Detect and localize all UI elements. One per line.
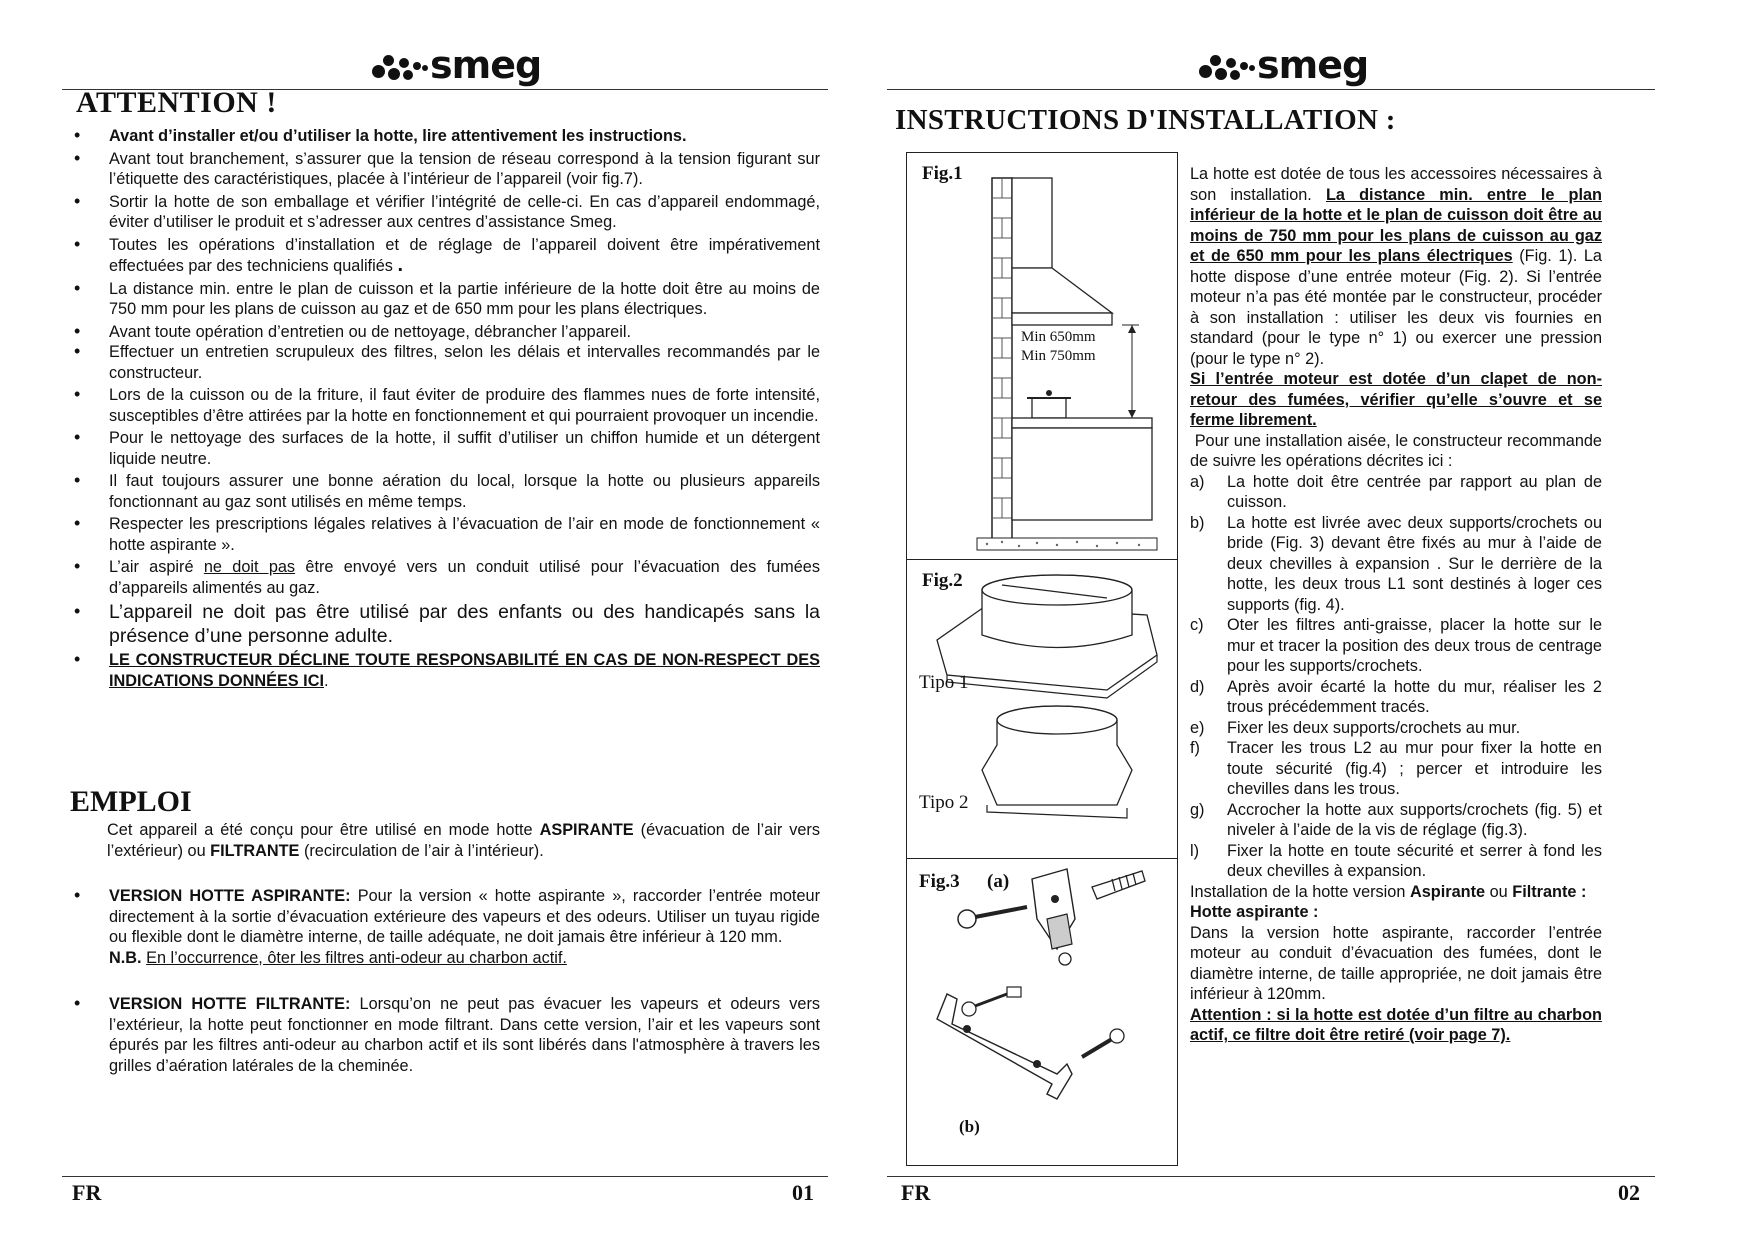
bullet-item: • Avant tout branchement, s’assurer que la tension de réseau correspond à la tension figurant sur l’étiquette des caractéristiques, placée à l’intérieur de l’appareil (voir fig.7). — [70, 149, 820, 190]
step-item: l) Fixer la hotte en toute sécurité et serrer à fond les deux chevilles à expansion. — [1190, 841, 1602, 880]
bullet-item: • LE CONSTRUCTEUR DÉCLINE TOUTE RESPONSABILITÉ EN CAS DE NON-RESPECT DES INDICATIONS DONNÉES ICI. — [70, 650, 820, 691]
emploi-intro: Cet appareil a été conçu pour être utilisé en mode hotte ASPIRANTE (évacuation de l’air vers l’extérieur) ou FILTRANTE (recirculation de l’air à l’intérieur). — [107, 821, 820, 860]
bullet-item: • Avant d’installer et/ou d’utiliser la hotte, lire attentivement les instructions. — [70, 126, 820, 147]
bullet-item: • Effectuer un entretien scrupuleux des filtres, selon les délais et intervalles recommandés par le constructeur. — [70, 342, 820, 383]
smeg-logo-word: smeg — [430, 43, 542, 87]
emploi-title: EMPLOI — [70, 785, 192, 818]
step-item: g) Accrocher la hotte aux supports/crochets (fig. 5) et niveler à l’aide de la vis de réglage (fig.3). — [1190, 800, 1602, 839]
clapet-warning: Si l’entrée moteur est dotée d’un clapet de non-retour des fumées, vérifier qu’elle s’ouvre et se ferme librement. — [1190, 370, 1602, 429]
bullet-item: • Sortir la hotte de son emballage et vérifier l’intégrité de celle-ci. En cas d’appareil endommagé, éviter d’utiliser le produit et s’adresser aux centres d’assistance Smeg. — [70, 192, 820, 233]
fig3-a-label: (a) — [987, 871, 1010, 892]
page-02 — [877, 0, 1755, 1242]
page-number: 02 — [1618, 1180, 1640, 1205]
smeg-logo-dots — [372, 49, 430, 81]
fig2-motor-inlet-diagram — [907, 560, 1177, 860]
attention-title: ATTENTION ! — [76, 86, 277, 119]
intro-paragraph: La hotte est dotée de tous les accessoires nécessaires à son installation. La distance min. entre le plan inférieur de la hotte et le plan de cuisson doit être au moins de 750 mm pour les plans de cuisson au gaz et de 650 mm pour les plans électriques (Fig. 1). La hotte dispose d’une entrée moteur (Fig. 2). Si l’entrée moteur n’a pas été montée par le constructeur, procéder à son installation : utiliser les deux vis fournies en standard (pour le type n° 1) ou exercer une pression (pour le type n° 2). — [1190, 165, 1602, 368]
tipo1-label: Tipo 1 — [919, 672, 969, 693]
easy-install-intro: Pour une installation aisée, le constructeur recommande de suivre les opérations décrites ici : — [1190, 431, 1607, 470]
bullet-item: • Toutes les opérations d’installation et de réglage de l’appareil doivent être impérativement effectuées par des techniciens qualifiés . — [70, 235, 820, 277]
installation-text — [1190, 164, 1607, 1046]
fig2-panel — [906, 559, 1178, 861]
step-item: e) Fixer les deux supports/crochets au mur. — [1190, 718, 1521, 737]
fig3-bracket-diagram — [907, 859, 1177, 1165]
safety-bullet-list — [70, 126, 820, 693]
header-rule — [887, 89, 1655, 90]
bullet-item: • L’appareil ne doit pas être utilisé par des enfants ou des handicapés sans la présence d’une personne adulte. — [70, 600, 820, 648]
bullet-item: • Lors de la cuisson ou de la friture, il faut éviter de produire des flammes nues de forte intensité, susceptibles d’être attirées par la hotte en fonctionnement et qui pourraient provoquer un incendie. — [70, 385, 820, 426]
step-item: f) Tracer les trous L2 au mur pour fixer la hotte en toute sécurité (fig.4) ; percer et introduire les chevilles dans les trous. — [1190, 739, 1602, 798]
fig2-label: Fig.2 — [922, 570, 963, 591]
smeg-logo — [1199, 43, 1369, 87]
smeg-logo-word: smeg — [1257, 43, 1369, 87]
bullet-item: • Respecter les prescriptions légales relatives à l’évacuation de l’air en mode de fonctionnement « hotte aspirante ». — [70, 514, 820, 555]
tipo2-label: Tipo 2 — [919, 792, 969, 813]
footer-lang: FR — [72, 1180, 102, 1205]
step-item: a) La hotte doit être centrée par rapport au plan de cuisson. — [1190, 472, 1602, 511]
installation-title: INSTRUCTIONS D'INSTALLATION : — [895, 104, 1396, 136]
fig1-min750: Min 750mm — [1021, 348, 1096, 364]
hotte-aspirante-title: Hotte aspirante : — [1190, 903, 1319, 921]
version-aspirante: • VERSION HOTTE ASPIRANTE: Pour la version « hotte aspirante », raccorder l’entrée moteur directement à la sortie d’évacuation extérieure des vapeurs et des odeurs. Utiliser un tuyau rigide ou flexible dont le diamètre interne, de taille adéquate, ne doit jamais être inférieur à 120 mm. N.B. En l’occurrence, ôter les filtres anti-odeur au charbon actif. — [70, 886, 820, 968]
page-01 — [0, 0, 877, 1242]
bullet-item: • Il faut toujours assurer une bonne aération du local, lorsque la hotte ou plusieurs appareils fonctionnant au gaz sont utilisés en même temps. — [70, 471, 820, 512]
smeg-logo-dots — [1199, 49, 1257, 81]
fig3-label: Fig.3 — [919, 871, 960, 892]
version-list — [70, 886, 820, 1078]
footer-lang: FR — [901, 1180, 931, 1205]
bullet-item: • L’air aspiré ne doit pas être envoyé vers un conduit utilisé pour l’évacuation des fumées d’appareils alimentés au gaz. — [70, 557, 820, 598]
step-item: b) La hotte est livrée avec deux supports/crochets ou bride (Fig. 3) devant être fixés au mur à l’aide de deux chevilles à expansion . Sur le derrière de la hotte, les deux trous L1 sont destinés à loger ces supports (fig. 4). — [1190, 513, 1602, 614]
bullet-item: • Avant toute opération d’entretien ou de nettoyage, débrancher l’appareil. — [70, 322, 820, 343]
fig1-panel — [906, 152, 1178, 562]
fig3-panel — [906, 858, 1178, 1166]
fig1-dimensions — [1021, 328, 1096, 366]
fig1-label: Fig.1 — [922, 163, 963, 184]
bullet-item: • La distance min. entre le plan de cuisson et la partie inférieure de la hotte doit être au moins de 750 mm pour les plans de cuisson au gaz et de 650 mm pour les plans électriques. — [70, 279, 820, 320]
step-item: c) Oter les filtres anti-graisse, placer la hotte sur le mur et tracer la position des deux trous de centrage pour les supports/crochets. — [1190, 616, 1602, 675]
hotte-aspirante-text: Dans la version hotte aspirante, raccorder l’entrée moteur au conduit d’évacuation des fumées, dont le diamètre interne, de taille appropriée, ne doit jamais être inférieur à 120mm. — [1190, 923, 1602, 1003]
step-item: d) Après avoir écarté la hotte du mur, réaliser les 2 trous précédemment tracés. — [1190, 677, 1602, 716]
bullet-item: • Pour le nettoyage des surfaces de la hotte, il suffit d’utiliser un chiffon humide et un détergent liquide neutre. — [70, 428, 820, 469]
footer-rule — [887, 1176, 1655, 1177]
page-number: 01 — [792, 1180, 814, 1205]
smeg-logo — [372, 43, 542, 87]
fig3-b-label: (b) — [959, 1117, 980, 1136]
install-version-line: Installation de la hotte version Aspirante ou Filtrante : — [1190, 882, 1587, 901]
footer-rule — [62, 1176, 828, 1177]
charcoal-filter-note: Attention : si la hotte est dotée d’un filtre au charbon actif, ce filtre doit être retiré (voir page 7). — [1190, 1005, 1602, 1044]
version-filtrante: • VERSION HOTTE FILTRANTE: Lorsqu’on ne peut pas évacuer les vapeurs et odeurs vers l’extérieur, la hotte peut fonctionner en mode filtrant. Dans cette version, l’air et les vapeurs sont épurés par les filtres anti-odeur au charbon actif et ils sont libérés dans l'atmosphère à travers les grilles d’aération latérales de la cheminée. — [70, 994, 820, 1076]
installation-steps — [1190, 472, 1602, 882]
fig1-min650: Min 650mm — [1021, 329, 1096, 345]
